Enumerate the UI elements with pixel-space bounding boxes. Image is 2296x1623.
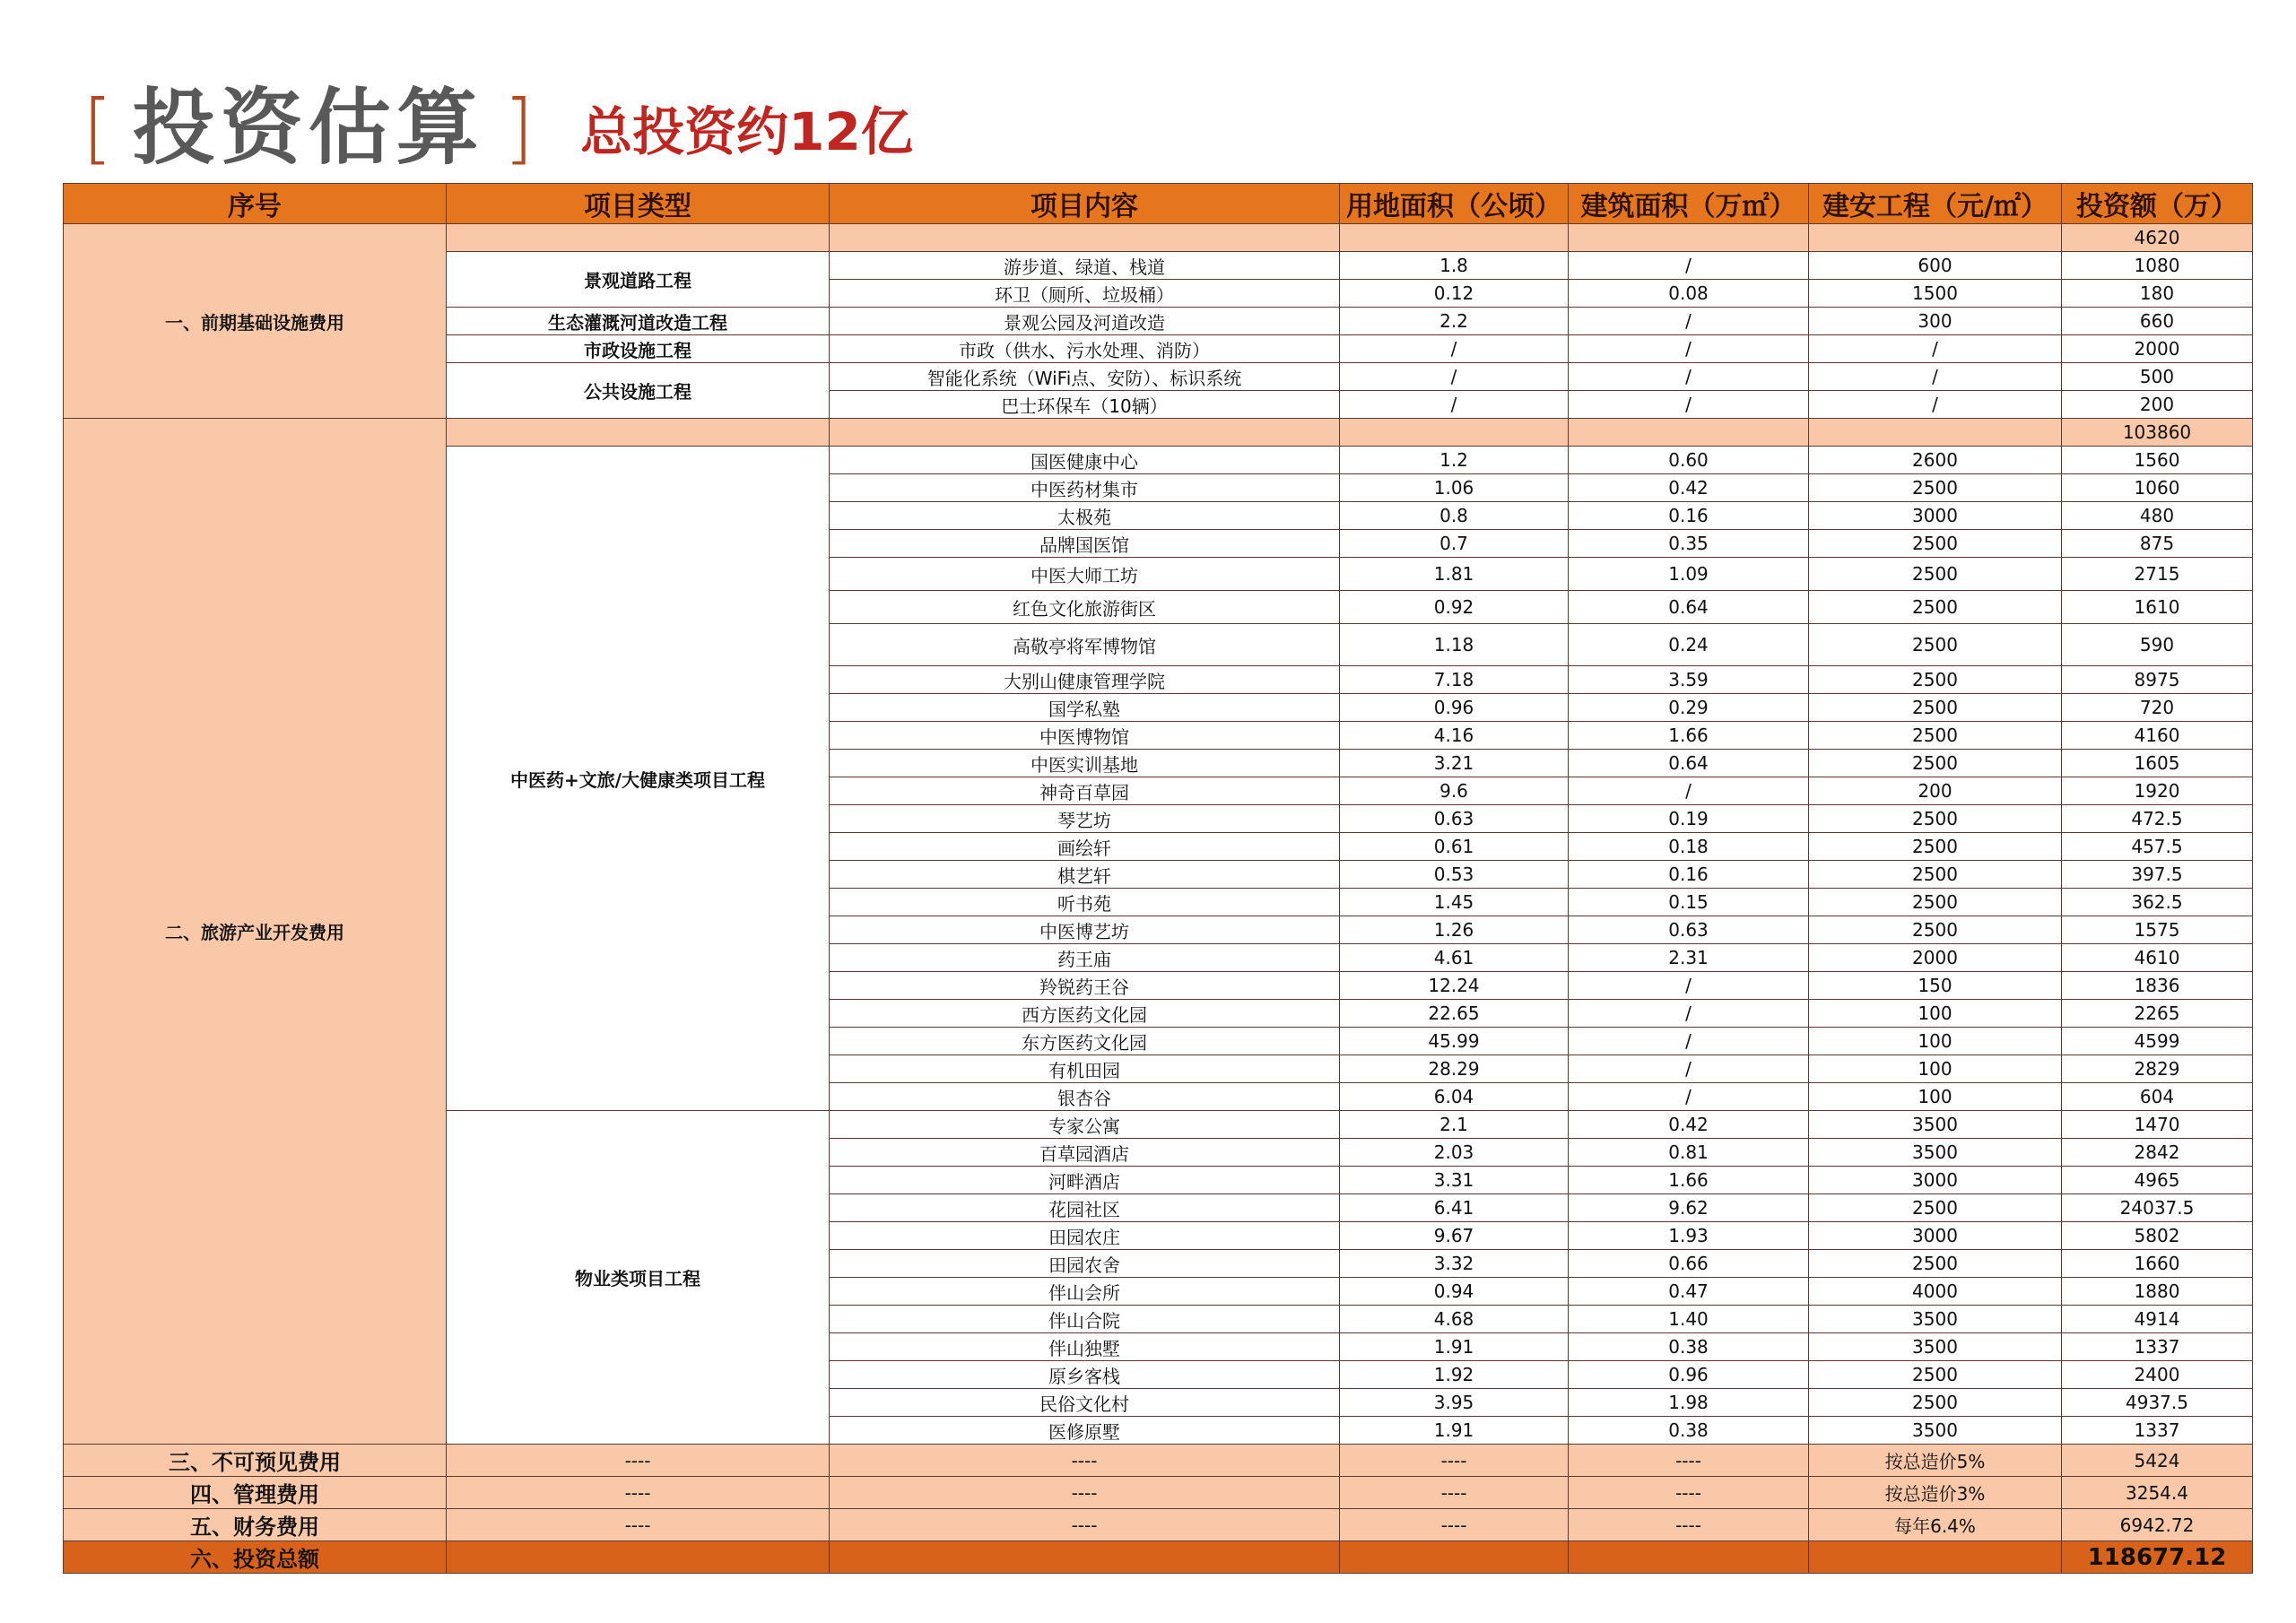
table-cell: 3000 [1809, 502, 2062, 530]
table-cell: 2500 [1809, 666, 2062, 694]
table-cell: 2500 [1809, 1194, 2062, 1222]
table-cell: 民俗文化村 [830, 1389, 1340, 1417]
table-cell: ---- [447, 1509, 830, 1541]
table-cell: 45.99 [1340, 1028, 1569, 1055]
table-cell: 按总造价5% [1809, 1445, 2062, 1477]
section-subtotal-row [64, 419, 2253, 447]
column-header: 项目内容 [830, 184, 1340, 224]
table-cell: 150 [1809, 972, 2062, 1000]
table-cell: 0.53 [1340, 861, 1569, 889]
table-cell: 画绘轩 [830, 833, 1340, 861]
table-cell: 3500 [1809, 1111, 2062, 1139]
table-cell: / [1569, 252, 1809, 280]
table-cell: 1.8 [1340, 252, 1569, 280]
table-cell: 600 [1809, 252, 2062, 280]
table-cell: 品牌国医馆 [830, 530, 1340, 558]
section-subtotal: 4620 [2062, 224, 2253, 252]
table-cell: 0.42 [1569, 474, 1809, 502]
table-cell: 28.29 [1340, 1055, 1569, 1083]
table-cell: 2500 [1809, 1389, 2062, 1417]
table-cell: 2500 [1809, 1250, 2062, 1278]
table-cell: 0.19 [1569, 805, 1809, 833]
table-cell: 590 [2062, 624, 2253, 666]
table-cell: 红色文化旅游街区 [830, 591, 1340, 624]
table-cell: 有机田园 [830, 1055, 1340, 1083]
table-cell: 200 [2062, 391, 2253, 419]
table-cell: ---- [1569, 1445, 1809, 1477]
table-cell: 100 [1809, 1083, 2062, 1111]
page-subtitle: 总投资约12亿 [580, 101, 913, 162]
table-cell: 1.98 [1569, 1389, 1809, 1417]
table-cell: 0.8 [1340, 502, 1569, 530]
table-cell: / [1809, 391, 2062, 419]
table-cell: 4937.5 [2062, 1389, 2253, 1417]
table-cell: 田园农舍 [830, 1250, 1340, 1278]
table-cell: 伴山会所 [830, 1278, 1340, 1306]
table-cell: 200 [1809, 777, 2062, 805]
table-cell: 4599 [2062, 1028, 2253, 1055]
table-cell: 2000 [1809, 944, 2062, 972]
table-cell: 1.81 [1340, 558, 1569, 591]
page-header [83, 79, 913, 178]
table-cell: 西方医药文化园 [830, 1000, 1340, 1028]
category-label: 中医药+文旅/大健康类项目工程 [447, 447, 830, 1111]
table-cell [1340, 419, 1569, 447]
table-cell: 1.93 [1569, 1222, 1809, 1250]
table-cell: 环卫（厕所、垃圾桶） [830, 280, 1340, 308]
table-cell: 6.41 [1340, 1194, 1569, 1222]
table-cell: 琴艺坊 [830, 805, 1340, 833]
table-cell: 2400 [2062, 1361, 2253, 1389]
table-cell: 2.2 [1340, 308, 1569, 335]
table-cell: 按总造价3% [1809, 1477, 2062, 1509]
table-cell: 1660 [2062, 1250, 2253, 1278]
table-cell: ---- [447, 1445, 830, 1477]
page-title: 投资估算 [132, 80, 484, 176]
table-cell: 专家公寓 [830, 1111, 1340, 1139]
column-header: 建安工程（元/㎡） [1809, 184, 2062, 224]
section-subtotal-row [64, 224, 2253, 252]
table-cell: 棋艺轩 [830, 861, 1340, 889]
fee-row [64, 1509, 2253, 1541]
table-cell: 397.5 [2062, 861, 2253, 889]
section-label: 二、旅游产业开发费用 [64, 419, 447, 1445]
table-cell: 0.92 [1340, 591, 1569, 624]
table-cell: 0.38 [1569, 1333, 1809, 1361]
table-cell: 1337 [2062, 1333, 2253, 1361]
table-cell: 1.92 [1340, 1361, 1569, 1389]
table-cell: 0.24 [1569, 624, 1809, 666]
table-cell: 2715 [2062, 558, 2253, 591]
table-cell: 720 [2062, 694, 2253, 722]
table-cell: 百草园酒店 [830, 1139, 1340, 1167]
table-cell: 0.60 [1569, 447, 1809, 474]
table-cell [830, 224, 1340, 252]
table-body [64, 224, 2253, 1574]
table-cell: 1.06 [1340, 474, 1569, 502]
table-cell: 1.66 [1569, 1167, 1809, 1194]
table-cell [1340, 224, 1569, 252]
table-cell: / [1569, 972, 1809, 1000]
table-cell: 景观公园及河道改造 [830, 308, 1340, 335]
table-cell: 3500 [1809, 1333, 2062, 1361]
table-cell: 0.16 [1569, 502, 1809, 530]
table-cell: 中医实训基地 [830, 750, 1340, 777]
table-cell [447, 224, 830, 252]
table-cell: 1.09 [1569, 558, 1809, 591]
table-cell: 0.18 [1569, 833, 1809, 861]
table-cell: 0.63 [1340, 805, 1569, 833]
table-cell: 1060 [2062, 474, 2253, 502]
table-cell: 0.12 [1340, 280, 1569, 308]
table-cell [1569, 419, 1809, 447]
category-label: 公共设施工程 [447, 363, 830, 419]
table-cell: 2829 [2062, 1055, 2253, 1083]
table-cell: / [1809, 335, 2062, 363]
table-cell: 1880 [2062, 1278, 2253, 1306]
table-cell: ---- [1569, 1477, 1809, 1509]
table-cell: 0.64 [1569, 750, 1809, 777]
table-cell: 0.15 [1569, 889, 1809, 916]
table-cell: 3500 [1809, 1306, 2062, 1333]
table-cell: / [1569, 777, 1809, 805]
category-label: 物业类项目工程 [447, 1111, 830, 1445]
table-cell: / [1569, 335, 1809, 363]
table-cell: 1610 [2062, 591, 2253, 624]
table-cell: / [1340, 363, 1569, 391]
table-cell: 0.38 [1569, 1417, 1809, 1445]
section-label: 一、前期基础设施费用 [64, 224, 447, 419]
table-cell: 2500 [1809, 558, 2062, 591]
table-cell: 9.67 [1340, 1222, 1569, 1250]
table-cell: 2.31 [1569, 944, 1809, 972]
table-cell: 3000 [1809, 1167, 2062, 1194]
table-cell: 4000 [1809, 1278, 2062, 1306]
table-cell: 457.5 [2062, 833, 2253, 861]
table-cell: 472.5 [2062, 805, 2253, 833]
table-cell: / [1569, 363, 1809, 391]
table-cell: 24037.5 [2062, 1194, 2253, 1222]
table-cell: 田园农庄 [830, 1222, 1340, 1250]
table-cell: 0.64 [1569, 591, 1809, 624]
table-cell: 300 [1809, 308, 2062, 335]
table-cell: 国学私塾 [830, 694, 1340, 722]
table-cell: 5802 [2062, 1222, 2253, 1250]
table-cell: 东方医药文化园 [830, 1028, 1340, 1055]
table-cell: 0.35 [1569, 530, 1809, 558]
table-cell [1569, 1541, 1809, 1574]
table-cell [447, 1541, 830, 1574]
table-cell: 8975 [2062, 666, 2253, 694]
table-cell: 100 [1809, 1028, 2062, 1055]
category-label: 生态灌溉河道改造工程 [447, 308, 830, 335]
table-cell: 2500 [1809, 805, 2062, 833]
table-cell: 2265 [2062, 1000, 2253, 1028]
table-cell: 4610 [2062, 944, 2253, 972]
table-cell: 3000 [1809, 1222, 2062, 1250]
table-cell: / [1569, 1083, 1809, 1111]
table-cell: 2.1 [1340, 1111, 1569, 1139]
table-cell: 4160 [2062, 722, 2253, 750]
table-cell: 1.26 [1340, 916, 1569, 944]
table-cell: 1337 [2062, 1417, 2253, 1445]
table-cell: 9.62 [1569, 1194, 1809, 1222]
table-cell: 100 [1809, 1000, 2062, 1028]
table-cell: ---- [830, 1509, 1340, 1541]
table-cell: 2500 [1809, 833, 2062, 861]
table-cell: ---- [1340, 1477, 1569, 1509]
table-cell: 362.5 [2062, 889, 2253, 916]
table-cell: 听书苑 [830, 889, 1340, 916]
table-cell: 0.42 [1569, 1111, 1809, 1139]
table-cell: 3.21 [1340, 750, 1569, 777]
table-cell [830, 1541, 1340, 1574]
table-cell: / [1340, 391, 1569, 419]
table-cell: 4914 [2062, 1306, 2253, 1333]
table-cell [830, 419, 1340, 447]
table-cell: / [1569, 308, 1809, 335]
section-label: 三、不可预见费用 [64, 1445, 447, 1477]
table-cell: 伴山独墅 [830, 1333, 1340, 1361]
table-cell: 3.32 [1340, 1250, 1569, 1278]
table-cell: 3.59 [1569, 666, 1809, 694]
table-cell: 3.31 [1340, 1167, 1569, 1194]
table-cell: 智能化系统（WiFi点、安防）、标识系统 [830, 363, 1340, 391]
table-cell [447, 419, 830, 447]
table-cell: 药王庙 [830, 944, 1340, 972]
table-cell: 1470 [2062, 1111, 2253, 1139]
table-cell: 1.18 [1340, 624, 1569, 666]
table-cell: 2600 [1809, 447, 2062, 474]
table-cell: 875 [2062, 530, 2253, 558]
table-cell: 1605 [2062, 750, 2253, 777]
table-cell: 巴士环保车（10辆） [830, 391, 1340, 419]
table-cell: 500 [2062, 363, 2253, 391]
table-cell: 每年6.4% [1809, 1509, 2062, 1541]
table-cell: 伴山合院 [830, 1306, 1340, 1333]
table-header-row [64, 184, 2253, 224]
table-cell: ---- [830, 1445, 1340, 1477]
table-cell: 市政（供水、污水处理、消防） [830, 335, 1340, 363]
section-subtotal: 103860 [2062, 419, 2253, 447]
table-cell: 0.66 [1569, 1250, 1809, 1278]
table-cell: 2500 [1809, 722, 2062, 750]
table-cell: ---- [1340, 1445, 1569, 1477]
table-cell: 1.91 [1340, 1417, 1569, 1445]
table-cell: 100 [1809, 1055, 2062, 1083]
table-cell: 7.18 [1340, 666, 1569, 694]
table-cell: / [1569, 1028, 1809, 1055]
table-cell: 中医药材集市 [830, 474, 1340, 502]
table-cell: 0.81 [1569, 1139, 1809, 1167]
table-cell: 604 [2062, 1083, 2253, 1111]
table-cell: / [1809, 363, 2062, 391]
table-cell: 2000 [2062, 335, 2253, 363]
table-cell: 0.08 [1569, 280, 1809, 308]
table-cell: 1836 [2062, 972, 2253, 1000]
table-cell: 太极苑 [830, 502, 1340, 530]
table-cell: 1.91 [1340, 1333, 1569, 1361]
table-cell: 4.16 [1340, 722, 1569, 750]
table-cell: 0.63 [1569, 916, 1809, 944]
category-label: 景观道路工程 [447, 252, 830, 308]
section-label: 四、管理费用 [64, 1477, 447, 1509]
table-cell: 1575 [2062, 916, 2253, 944]
table-cell [1340, 1541, 1569, 1574]
table-cell [1809, 224, 2062, 252]
table-cell: 480 [2062, 502, 2253, 530]
table-cell: / [1569, 1055, 1809, 1083]
bracket-left: [ [83, 83, 113, 173]
table-cell: 2842 [2062, 1139, 2253, 1167]
table-cell: 3500 [1809, 1139, 2062, 1167]
table-cell: 0.29 [1569, 694, 1809, 722]
table-cell: ---- [447, 1477, 830, 1509]
table-cell: 22.65 [1340, 1000, 1569, 1028]
table-cell: 2500 [1809, 750, 2062, 777]
table-cell: 1.40 [1569, 1306, 1809, 1333]
column-header: 项目类型 [447, 184, 830, 224]
column-header: 序号 [64, 184, 447, 224]
table-cell: 2500 [1809, 694, 2062, 722]
table-cell [1809, 419, 2062, 447]
column-header: 投资额（万） [2062, 184, 2253, 224]
table-cell: / [1569, 391, 1809, 419]
table-cell: 2500 [1809, 530, 2062, 558]
table-cell: 1.45 [1340, 889, 1569, 916]
table-cell [1809, 1541, 2062, 1574]
fee-row [64, 1477, 2253, 1509]
table-cell: 2500 [1809, 1361, 2062, 1389]
table-cell: 12.24 [1340, 972, 1569, 1000]
table-cell: 4.61 [1340, 944, 1569, 972]
table-cell: 2500 [1809, 624, 2062, 666]
table-cell: 3254.4 [2062, 1477, 2253, 1509]
table-cell: 游步道、绿道、栈道 [830, 252, 1340, 280]
table-cell: 中医大师工坊 [830, 558, 1340, 591]
table-cell: 6.04 [1340, 1083, 1569, 1111]
table-cell: 0.96 [1569, 1361, 1809, 1389]
table-cell: 中医博物馆 [830, 722, 1340, 750]
table-cell: 4965 [2062, 1167, 2253, 1194]
table-cell: / [1569, 1000, 1809, 1028]
table-cell: 医修原墅 [830, 1417, 1340, 1445]
table-cell: ---- [830, 1477, 1340, 1509]
table-cell: 180 [2062, 280, 2253, 308]
table-cell [1569, 224, 1809, 252]
table-cell: 0.61 [1340, 833, 1569, 861]
table-cell: 原乡客栈 [830, 1361, 1340, 1389]
investment-estimate-table [63, 183, 2253, 1574]
table-cell: 花园社区 [830, 1194, 1340, 1222]
table-cell: 4.68 [1340, 1306, 1569, 1333]
column-header: 建筑面积（万㎡） [1569, 184, 1809, 224]
total-row [64, 1541, 2253, 1574]
table-cell: 河畔酒店 [830, 1167, 1340, 1194]
table-cell: 1920 [2062, 777, 2253, 805]
bracket-right: ] [503, 83, 535, 173]
table-cell: 6942.72 [2062, 1509, 2253, 1541]
table-cell: 3.95 [1340, 1389, 1569, 1417]
table-cell: 660 [2062, 308, 2253, 335]
section-label: 五、财务费用 [64, 1509, 447, 1541]
table-cell: 银杏谷 [830, 1083, 1340, 1111]
table-cell: 2.03 [1340, 1139, 1569, 1167]
table-cell: 神奇百草园 [830, 777, 1340, 805]
table-cell: 中医博艺坊 [830, 916, 1340, 944]
table-cell: 3500 [1809, 1417, 2062, 1445]
table-cell: 0.16 [1569, 861, 1809, 889]
table-cell: 大别山健康管理学院 [830, 666, 1340, 694]
table-cell: 2500 [1809, 861, 2062, 889]
table-cell: 9.6 [1340, 777, 1569, 805]
table-cell: ---- [1569, 1509, 1809, 1541]
column-header: 用地面积（公顷） [1340, 184, 1569, 224]
table-cell: 高敬亭将军博物馆 [830, 624, 1340, 666]
table-cell: 2500 [1809, 916, 2062, 944]
table-cell: 1.2 [1340, 447, 1569, 474]
table-cell: 1560 [2062, 447, 2253, 474]
table-cell: 0.96 [1340, 694, 1569, 722]
table-cell: 国医健康中心 [830, 447, 1340, 474]
table-cell: 2500 [1809, 474, 2062, 502]
table-cell: 5424 [2062, 1445, 2253, 1477]
table-cell: 2500 [1809, 591, 2062, 624]
table-cell: 1500 [1809, 280, 2062, 308]
table-cell: 1.66 [1569, 722, 1809, 750]
table-cell: ---- [1340, 1509, 1569, 1541]
category-label: 市政设施工程 [447, 335, 830, 363]
table-cell: / [1340, 335, 1569, 363]
table-cell: 2500 [1809, 889, 2062, 916]
table-cell: 0.47 [1569, 1278, 1809, 1306]
table-cell: 羚锐药王谷 [830, 972, 1340, 1000]
fee-row [64, 1445, 2253, 1477]
total-value: 118677.12 [2062, 1541, 2253, 1574]
table-cell: 0.7 [1340, 530, 1569, 558]
table-cell: 0.94 [1340, 1278, 1569, 1306]
total-label: 六、投资总额 [64, 1541, 447, 1574]
table-cell: 1080 [2062, 252, 2253, 280]
